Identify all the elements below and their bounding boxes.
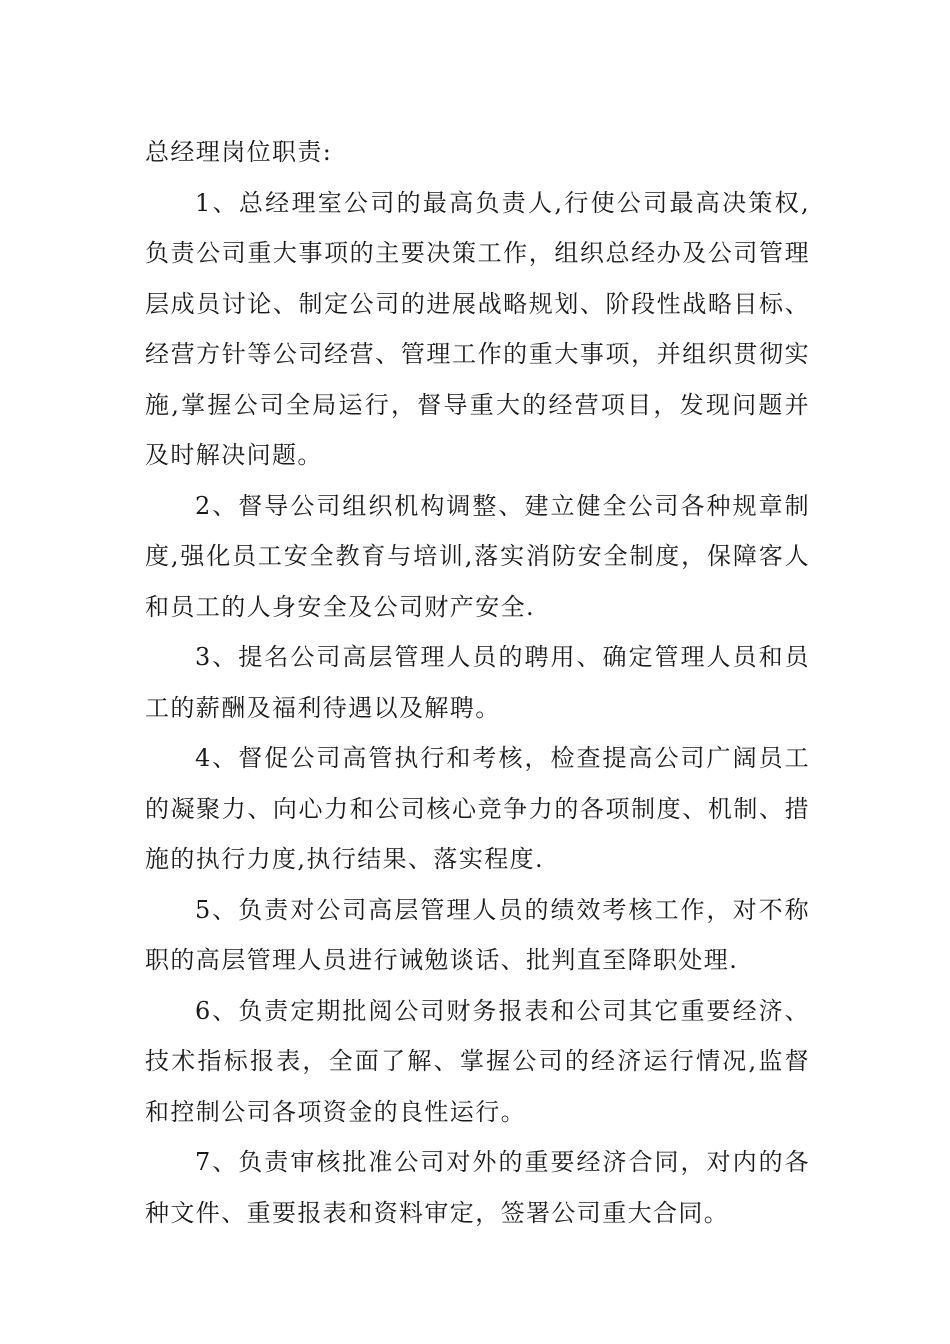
document-title: 总经理岗位职责: (145, 138, 333, 166)
duty-paragraph-6: 6、负责定期批阅公司财务报表和公司其它重要经济、技术指标报表，全面了解、掌握公司的经济运行情况,监督和控制公司各项资金的良性运行。 (145, 996, 810, 1126)
duty-paragraph-2: 2、督导公司组织机构调整、建立健全公司各种规章制度,强化员工安全教育与培训,落实消防安全制度，保障客人和员工的人身安全及公司财产安全. (145, 491, 810, 621)
duty-paragraph-5: 5、负责对公司高层管理人员的绩效考核工作，对不称职的高层管理人员进行诫勉谈话、批判直至降职处理. (145, 895, 810, 974)
duty-paragraph-7: 7、负责审核批准公司对外的重要经济合同，对内的各种文件、重要报表和资料审定，签署公司重大合同。 (145, 1148, 810, 1227)
document-body (145, 127, 810, 1238)
duty-paragraph-1: 1、总经理室公司的最高负责人,行使公司最高决策权,负责公司重大事项的主要决策工作，组织总经办及公司管理层成员讨论、制定公司的进展战略规划、阶段性战略目标、经营方针等公司经营、管理工作的重大事项，并组织贯彻实施,掌握公司全局运行，督导重大的经营项目，发现问题并及时解决问题。 (145, 188, 810, 469)
duty-paragraph-3: 3、提名公司高层管理人员的聘用、确定管理人员和员工的薪酬及福利待遇以及解聘。 (145, 643, 810, 722)
duty-paragraph-4: 4、督促公司高管执行和考核，检查提高公司广阔员工的凝聚力、向心力和公司核心竞争力的各项制度、机制、措施的执行力度,执行结果、落实程度. (145, 744, 810, 873)
